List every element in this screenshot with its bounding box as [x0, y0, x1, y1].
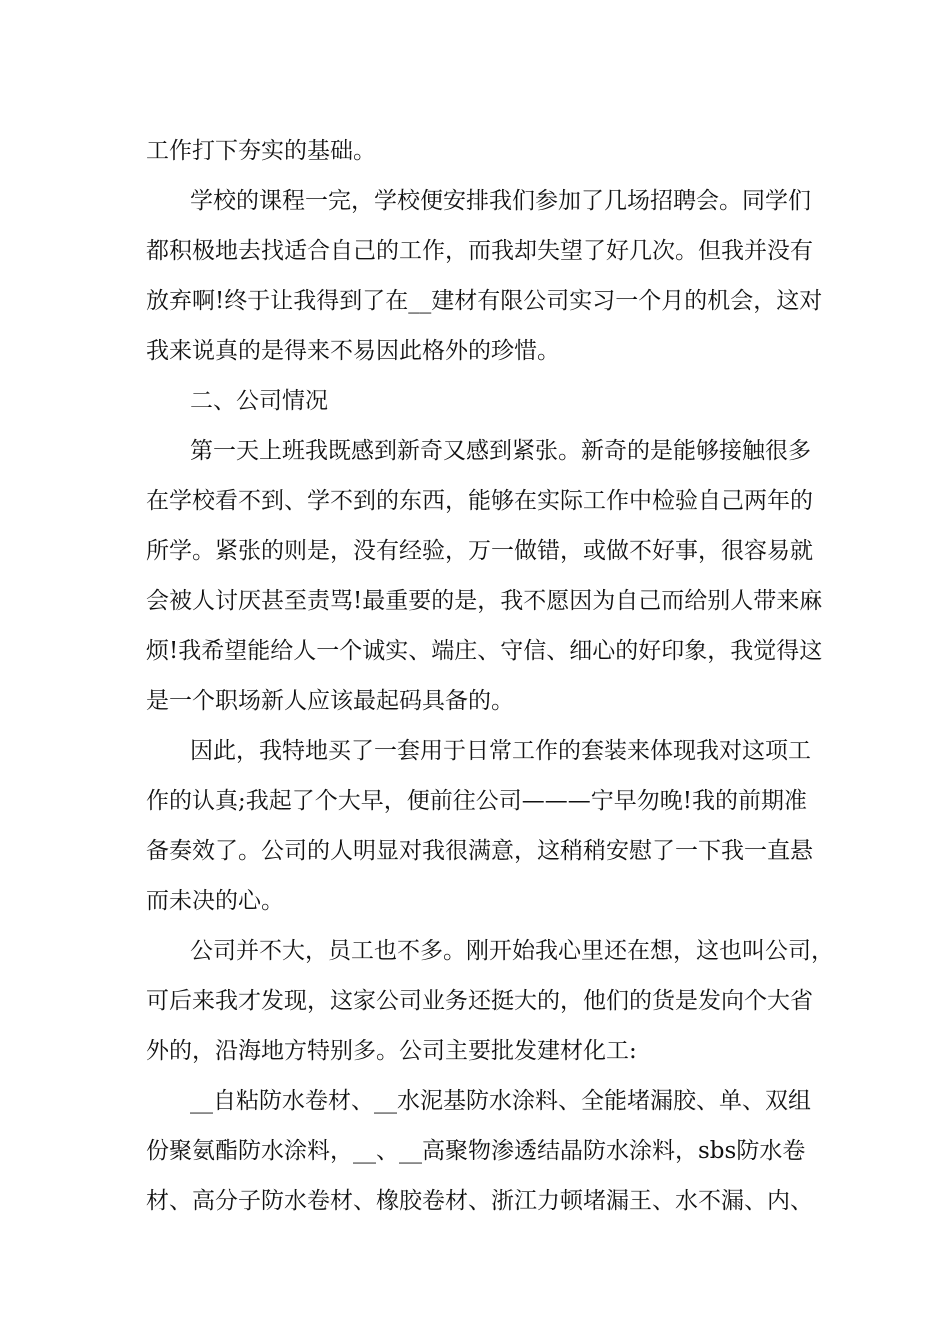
text-line: 我来说真的是得来不易因此格外的珍惜。	[146, 338, 560, 364]
text-line: 在学校看不到、学不到的东西，能够在实际工作中检验自己两年的	[146, 488, 813, 514]
section-heading: 二、公司情况	[190, 388, 328, 414]
text-line: 备奏效了。公司的人明显对我很满意，这稍稍安慰了一下我一直悬	[146, 838, 813, 864]
text-line: 而未决的心。	[146, 888, 284, 914]
text-line: 所学。紧张的则是，没有经验，万一做错，或做不好事，很容易就	[146, 538, 813, 564]
text-line: 第一天上班我既感到新奇又感到紧张。新奇的是能够接触很多	[190, 438, 811, 464]
text-line: 都积极地去找适合自己的工作，而我却失望了好几次。但我并没有	[146, 238, 813, 264]
text-line: 份聚氨酯防水涂料，__、__高聚物渗透结晶防水涂料，sbs防水卷	[146, 1138, 806, 1164]
text-line: 外的，沿海地方特别多。公司主要批发建材化工:	[146, 1038, 637, 1064]
text-line: 是一个职场新人应该最起码具备的。	[146, 688, 514, 714]
text-line: 工作打下夯实的基础。	[146, 138, 376, 164]
text-line: 材、高分子防水卷材、橡胶卷材、浙江力顿堵漏王、水不漏、内、	[146, 1188, 813, 1214]
text-line: 公司并不大，员工也不多。刚开始我心里还在想，这也叫公司，	[190, 938, 834, 964]
text-line: 会被人讨厌甚至责骂!最重要的是，我不愿因为自己而给别人带来麻	[146, 588, 823, 614]
text-line: 烦!我希望能给人一个诚实、端庄、守信、细心的好印象，我觉得这	[146, 638, 823, 664]
text-line: 可后来我才发现，这家公司业务还挺大的，他们的货是发向个大省	[146, 988, 813, 1014]
text-line: 因此，我特地买了一套用于日常工作的套装来体现我对这项工	[190, 738, 811, 764]
text-line: __自粘防水卷材、__水泥基防水涂料、全能堵漏胶、单、双组	[190, 1088, 811, 1114]
text-line: 学校的课程一完，学校便安排我们参加了几场招聘会。同学们	[190, 188, 811, 214]
text-line: 放弃啊!终于让我得到了在__建材有限公司实习一个月的机会，这对	[146, 288, 823, 314]
text-line: 作的认真;我起了个大早，便前往公司———宁早勿晚!我的前期准	[146, 788, 807, 814]
